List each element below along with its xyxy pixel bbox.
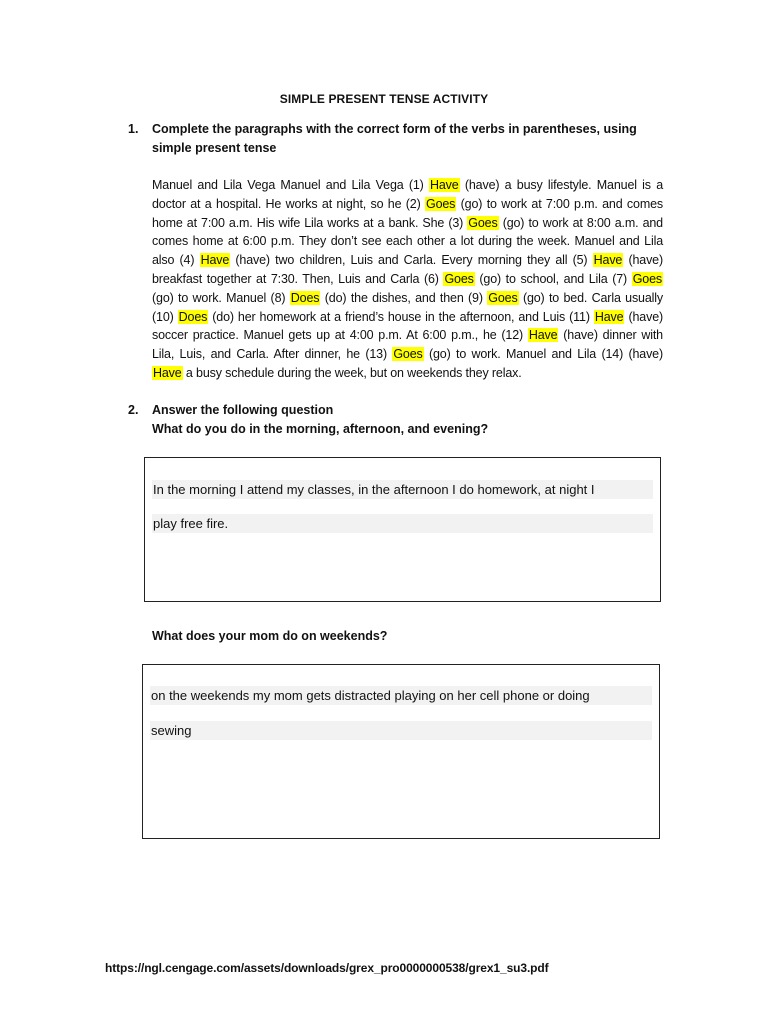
highlighted-answer: Have xyxy=(200,253,230,268)
paragraph-text: (do) the dishes, and then (9) xyxy=(320,290,488,305)
answer-box-2 xyxy=(142,664,660,839)
paragraph-text: (go) to work at 7:00 p.m. and comes home at 7:00 a.m. His wife Lila works at a bank. She (3) xyxy=(152,196,663,230)
paragraph-text: Manuel and Lila Vega Manuel and Lila Vega (1) xyxy=(152,178,429,192)
highlighted-answer: Have xyxy=(528,328,558,343)
question-2-instruction: Answer the following question xyxy=(152,403,334,417)
answer-2-line-2: sewing xyxy=(150,721,652,740)
paragraph-text: (have) a busy lifestyle. Manuel is a doctor at a hospital. He works at night, so he (2) xyxy=(152,178,664,211)
question-3-prompt: What does your mom do on weekends? xyxy=(152,629,388,643)
paragraph-text: (have) dinner with Lila, Luis, and Carla. After dinner, he (13) xyxy=(152,328,663,362)
question-1-instruction: Complete the paragraphs with the correct form of the verbs in parentheses, using simple present tense xyxy=(152,122,637,155)
question-1-number: 1. xyxy=(128,122,139,136)
question-2-prompt: What do you do in the morning, afternoon, and evening? xyxy=(152,422,489,436)
exercise-paragraph xyxy=(152,176,663,383)
page-title: SIMPLE PRESENT TENSE ACTIVITY xyxy=(279,92,489,106)
paragraph-text: (go) to work. Manuel and Lila (14) (have) xyxy=(423,347,663,362)
highlighted-answer: Have xyxy=(594,309,624,324)
highlighted-answer: Goes xyxy=(632,271,662,286)
answer-1-line-1: In the morning I attend my classes, in the afternoon I do homework, at night I xyxy=(152,480,653,499)
highlighted-answer: Have xyxy=(429,178,459,192)
source-url-link[interactable]: https://ngl.cengage.com/assets/downloads/grex_pro0000000538/grex1_su3.pdf xyxy=(105,961,549,975)
highlighted-answer: Does xyxy=(290,290,320,305)
answer-box-1 xyxy=(144,457,661,602)
question-2-number: 2. xyxy=(128,403,139,417)
paragraph-text: (go) to bed. Carla usually (10) xyxy=(152,290,664,324)
highlighted-answer: Goes xyxy=(488,290,518,305)
highlighted-answer: Goes xyxy=(393,347,423,362)
highlighted-answer: Have xyxy=(153,365,182,380)
paragraph-text: a busy schedule during the week, but on weekends they relax. xyxy=(182,365,522,380)
highlighted-answer: Does xyxy=(178,309,208,324)
paragraph-text: (have) soccer practice. Manuel gets up at 4:00 p.m. At 6:00 p.m., he (12) xyxy=(152,309,664,343)
highlighted-answer: Goes xyxy=(468,215,498,230)
paragraph-text: (have) two children, Luis and Carla. Every morning they all (5) xyxy=(230,253,593,268)
paragraph-text: (have) breakfast together at 7:30. Then, Luis and Carla (6) xyxy=(152,253,663,286)
highlighted-answer: Goes xyxy=(444,271,474,286)
paragraph-text: (do) her homework at a friend’s house in the afternoon, and Luis (11) xyxy=(208,309,594,324)
highlighted-answer: Have xyxy=(593,253,623,268)
answer-1-line-2: play free fire. xyxy=(152,514,653,533)
paragraph-text: (go) to school, and Lila (7) xyxy=(474,271,632,286)
paragraph-text: (go) to work at 8:00 a.m. and comes home at 6:00 p.m. They don’t see each other a lot during the week. Manuel and Lila also (4) xyxy=(152,215,663,268)
highlighted-answer: Goes xyxy=(426,196,456,211)
answer-2-line-1: on the weekends my mom gets distracted playing on her cell phone or doing xyxy=(150,686,652,705)
paragraph-text: (go) to work. Manuel (8) xyxy=(152,290,290,305)
